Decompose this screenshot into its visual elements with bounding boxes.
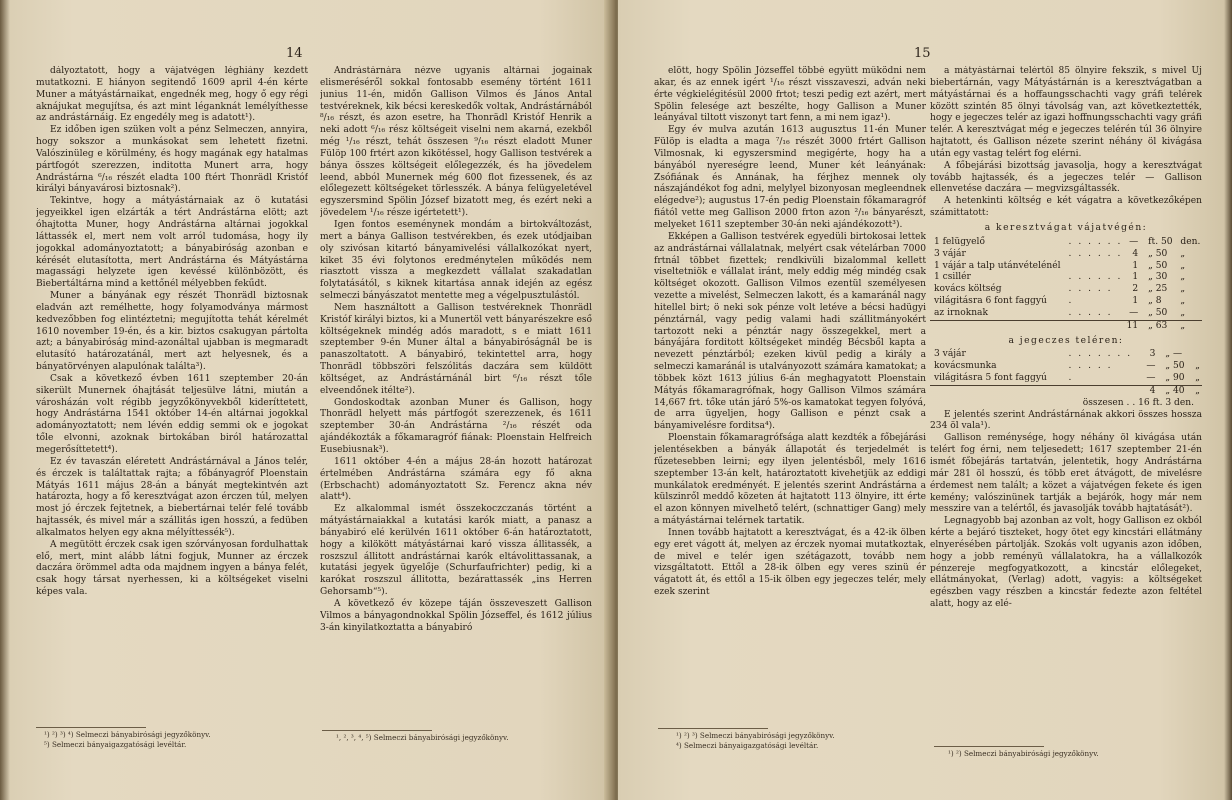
cost-cell-b: „ 50 xyxy=(1148,307,1168,318)
cost-total-a: 11 xyxy=(1126,320,1143,332)
footnote: ¹, ², ³, ⁴, ⁵) Selmeczi bányabirósági jegyzőkönyv. xyxy=(336,733,509,742)
cost-cell-b: „ 50 xyxy=(1165,361,1185,372)
cost-cell-a: — xyxy=(1129,236,1139,247)
cost-row xyxy=(930,284,1202,296)
table-title: a jegeczes teléren: xyxy=(1008,335,1124,346)
cost-cell-b: „ 90 xyxy=(1165,373,1185,384)
grand-total: összesen . . 16 ft. 3 den. xyxy=(1082,397,1194,408)
footnotes-right-c xyxy=(676,731,936,751)
cost-row xyxy=(930,308,1202,320)
cost-cell-item: világitásra 5 font faggyú xyxy=(934,373,1047,384)
cost-total-c: „ xyxy=(1174,320,1202,332)
cost-cell-b: „ 30 xyxy=(1148,272,1168,283)
cost-row xyxy=(930,272,1202,284)
cost-cell-c: „ xyxy=(1180,284,1186,295)
cost-row xyxy=(930,361,1202,373)
paragraph: Legnagyobb baj azonban az volt, hogy Gallison ez okból kérte a bejáró tiszteket, hogy ötet egy kincstári ellátmány elnyerésében pártolják. Szokás volt ugyanis azon időben, hogy a jobb reményü vállalatokra, ha a vállalkozók pénzereje megfogyatkozott, a kincstár előlegeket, ellátmányokat, (Verlag) adott, vagyis: a költségeket egészben vagy részben a kincstár fedezte azon feltétel alatt, hogy az elé- xyxy=(930,516,1202,610)
cost-total-blank xyxy=(1069,385,1144,397)
page-edge-shadow xyxy=(0,0,10,800)
cost-cell-b: „ 50 xyxy=(1148,248,1168,259)
cost-cell-item: 3 vájár xyxy=(934,349,966,360)
page-number-right: 15 xyxy=(914,46,931,61)
left-column-b xyxy=(320,66,592,698)
table-title: a keresztvágat vájatvégén: xyxy=(984,222,1148,233)
cost-row xyxy=(930,373,1202,385)
paragraph: A hetenkinti költség e két vágatra a következőképen számittatott: xyxy=(930,196,1202,219)
cost-total-blank xyxy=(930,320,1069,332)
cost-row xyxy=(930,261,1202,273)
footnotes-right-d xyxy=(948,749,1208,759)
footnotes-left-a xyxy=(44,730,304,750)
cost-cell-item: az irnoknak xyxy=(934,307,988,318)
paragraph: Ekképen a Gallison testvérek egyedüli birtokosai lettek az andrástárnai vállalatnak, melyért csak vételárban 7000 frtnál többet fizettek; rendkivüli bizalommal kellett viseltetniök e vállalat iránt, mely eddig még mindég csak költséget okozott. Gallison Vilmos ezentül személyesen vezette a mivelést, Selmeczen lakott, és a kamaránál nagy hitellel birt; ö neki sok pénze volt letéve a bécsi hadügyi pénztárnál, vagy pedig valami hadi szállitmányokért tartozott neki a pénztár nagy összegekkel, mert a bányájára forditott költségeket mindég Bécsből kapta a nevezett pénztárból; ezeken kivül pedig a király a selmeczi kamaránál is utalványozott számára kamatokat; a többek közt 1613 július 6-án meghagyatott Ploenstain Mátyás főkamaragrófnak, hogy Gallison Vilmos számára 14,667 frt. tőke után járó 5%-os kamatokat tegyen folyóvá, de arra ügyeljen, hogy Gallison e pénzt csak a bányamivelésre forditsa⁴). xyxy=(654,231,926,432)
cost-table-vein xyxy=(930,349,1202,397)
cost-cell-dots: . . . . . xyxy=(1068,284,1113,295)
paragraph: Andrástárnára nézve ugyanis altárnai jogainak elismeréséről sokkal fontosabb esemény történt 1611 junius 11-én, midőn Gallison Vilmos és János Antal testvéreknek, kik bécsi kereskedők voltak, Andrástárnából ⁸/₁₆ részt, és azon esetre, ha Thonrädl Kristóf Henrik a neki adott ⁶/₁₆ rész költségeit viselni nem akarná, ezekből még ¹/₁₆ részt, tehát összesen ⁹/₁₆ részt eladott Muner Fülöp 100 frtért azon kikötéssel, hogy Gallison testvérek a bánya összes költségeit előlegezzék, és ha jövedelem leend, abból Munernek még 600 flot fizessenek, és az előlegezett költségeket törlesszék. A bánya felügyeletével egyszersmind Spölin József bizatott meg, és ezért neki a jövedelem ¹/₁₆ része igértetett¹). xyxy=(320,66,592,219)
footnote-rule xyxy=(36,727,146,728)
footnote: ⁴) Selmeczi bányaigazgatósági levéltár. xyxy=(676,741,819,750)
paragraph: A következő év közepe táján összeveszett Gallison Vilmos a bányagondnokkal Spölin Józseffel, és 1612 július 3-án kinyilatkoztatta a bányabiró xyxy=(320,598,592,633)
cost-row xyxy=(930,237,1202,249)
cost-cell-b: „ 25 xyxy=(1148,284,1168,295)
cost-cell-dots: . . . . . . . xyxy=(1068,349,1133,360)
paragraph: elött, hogy Spölin Józseffel többé együtt működni nem akar, és az ennek igért ¹/₁₆ részt visszaveszi, adván neki érte végkielégitésül 2000 frtot; teszi pedig ezt azért, mert Spölin felesége azt beszélte, hogy Gallison a Muner leányával tiltott viszonyt tart fenn, a mi nem igaz¹). xyxy=(654,66,926,124)
left-page xyxy=(0,0,612,800)
cost-cell-a: — xyxy=(1129,307,1139,318)
cost-cell-dots xyxy=(1069,261,1126,273)
cost-row xyxy=(930,349,1202,361)
cost-cell-dots: . xyxy=(1068,373,1074,384)
cost-total-c: „ xyxy=(1189,385,1202,397)
cost-cell-item: világitásra 6 font faggyú xyxy=(934,296,1047,307)
footnote: ¹) ²) ³) ⁴) Selmeczi bányabirósági jegyzőkönyv. xyxy=(44,730,211,739)
paragraph: Ez év tavaszán eléretett Andrástárnával a János telér, és érczek is találtattak rajta; a főbányagróf Ploenstain Mátyás 1611 május 28-án a bányát megtekintvén azt határozta, hogy a fő keresztvágat azon érczen túl, melyen most jó érczek fejtetnek, a biebertárnai telér felé tovább hajtassék, és mivel már a szállitás igen hosszú, a fedüben alkalmatos helyen egy akna mélyíttessék⁵). xyxy=(36,456,308,538)
cost-cell-item: 1 vájár a talp utánvételénél xyxy=(934,260,1061,271)
footnote: ⁵) Selmeczi bányaigazgatósági levéltár. xyxy=(44,740,187,749)
paragraph: Ez alkalommal ismét összekoczczanás történt a mátyástárnaiakkal a kutatási karók miatt, a panasz a bányabiró elé kerülvén 1611 október 6-án határoztatott, hogy a kilökött mátyástárnai karó vissza állitassék, a roszszul állitott andrástárnai karók eltávolittassanak, a kutatási jegyek ügyelője (Schurfaufrichter) pedig, ki a karókat roszszul állitotta, bezárattassék „ins Herren Gehorsamb“⁵). xyxy=(320,504,592,598)
cost-cell-c: „ xyxy=(1180,248,1186,259)
cost-cell-item: kovácsmunka xyxy=(934,361,997,372)
cost-cell-dots: . xyxy=(1068,296,1074,307)
cost-total-blank xyxy=(1069,320,1126,332)
footnote-rule xyxy=(934,746,1044,747)
paragraph: E jelentés szerint Andrástárnának akkori összes hossza 234 öl vala¹). xyxy=(930,409,1202,432)
paragraph: Ez időben igen szüken volt a pénz Selmeczen, annyira, hogy sokszor a munkásokat sem lehetett fizetni. Valószinüleg e körülmény, és hogy magának egy hatalmas pártfogót szerezzen, inditotta Munert arra, hogy Andrástárna ⁶/₁₆ részét eladta 100 ftért Thonrädl Kristóf királyi bányavárosi biztosnak²). xyxy=(36,125,308,195)
cost-cell-c: den. xyxy=(1180,236,1201,247)
cost-row xyxy=(930,296,1202,308)
cost-cell-c: „ xyxy=(1195,361,1200,372)
cost-cell-dots: . . . . . . xyxy=(1068,236,1123,247)
cost-cell-item: 1 felügyelő xyxy=(934,236,985,247)
paragraph: Innen tovább hajtatott a keresztvágat, és a 42-ik ölben egy eret vágott át, melyen az érczek nyomai mutatkoztak, de mivel e telér igen szétágazott, tovább nem vizsgáltatott. Ettől a 28-ik ölben egy veres szinü ér vágatott át, és ettől a 15-ik ölben egy jegeczes telér, mely ezek szerint xyxy=(654,527,926,598)
paragraph: A megütött érczek csak igen szórványosan fordulhattak elő, mert, mint alább látni fogjuk, Munner az érczek daczára örömmel adta oda majdnem ingyen a bánya felét, csak hogy társat nyerhessen, ki a költségeket viselni képes vala. xyxy=(36,539,308,598)
paragraph: A főbejárási bizottság javasolja, hogy a keresztvágat tovább hajtassék, és a jegeczes telér — Gallison ellenvetése daczára — megvizsgáltassék. xyxy=(930,160,1202,195)
cost-total-a: 4 xyxy=(1144,385,1160,397)
paragraph: 1611 október 4-én a május 28-án hozott határozat értelmében Andrástárna számára egy fő akna (Erbschacht) adományoztatott Sz. Ferencz akna név alatt⁴). xyxy=(320,456,592,503)
cost-total-b: „ 63 xyxy=(1142,320,1174,332)
cost-cell-a: — xyxy=(1146,373,1156,384)
paragraph: Ploenstain főkamaragrófsága alatt kezdték a főbejárási jelentésekben a bányák állapotát és terjedelmét is fűzetesebben leirni; egy ilyen jelentésből, mely 1616 szeptember 13-án kelt, határoztatott kivehetjük az eddigi munkálatok eredményét. E jelentés szerint Andrástárna a külszinről meddő közeten át hajtatott 113 ölnyire, itt érte el azon könnyen mivelhető telért, (schnattiger Gang) mely a mátyástárnai telérnek tartatik. xyxy=(654,433,926,527)
cost-cell-a: 1 xyxy=(1132,260,1139,271)
cost-cell-c xyxy=(1189,349,1202,361)
paragraph: Tekintve, hogy a mátyástárnaiak az ö kutatási jegyeikkel igen elzárták a tért Andrástárna elött; azt óhajtotta Muner, hogy Andrástárna altárnai jogokkal láttassék el, mert nem volt arról tudomása, hogy ily jogokkal adományoztatott; a bányabiróság azonban e kérését elutasította, mert Andrástárna és Mátyástárna magassági helyzete igen kevéssé különbözött, és Biebertáltárna mind a kettőnél mélyebben fekűdt. xyxy=(36,196,308,290)
cost-cell-c: „ xyxy=(1195,373,1200,384)
cost-cell-dots: . . . . . . xyxy=(1068,248,1123,259)
cost-cell-c: „ xyxy=(1180,272,1186,283)
cost-cell-item: 3 vájár xyxy=(934,248,966,259)
footnotes-left-b xyxy=(336,733,596,743)
cost-cell-a: — xyxy=(1146,361,1156,372)
cost-total-row xyxy=(930,320,1202,332)
cost-cell-a: 1 xyxy=(1132,296,1139,307)
paragraph: Gondoskodtak azonban Muner és Gallison, hogy Thonrädl helyett más pártfogót szerezzenek, és 1611 szeptember 30-án Andrástárna ²/₁₆ részét oda ajándékozták a főkamaragróf fiának: Ploenstain Helfreich Eusebiusnak³). xyxy=(320,397,592,455)
cost-cell-b: „ 8 xyxy=(1148,296,1162,307)
cost-cell-item: 1 csillér xyxy=(934,272,971,283)
cost-cell-dots: . . . . . xyxy=(1068,361,1113,372)
cost-total-blank xyxy=(930,385,1069,397)
paragraph: a mátyástárnai telértől 85 ölnyire fekszik, s mivel Uj biebertárnán, vagy Mátyástárnán is a keresztvágatban a mátyástárnai és a hoffaungsschachti vagy gráfi telérek között szintén 85 ölnyi távolság van, azt következtették, hogy e jegeczes telér az igazi hoffnungsschachti vagy gráfi telér. A keresztvágat még e jegeczes telérén túl 36 ölnyire hajtatott, és Gallison nézete szerint néhány öl kivágása után egy vastag telért fog elérni. xyxy=(930,66,1202,159)
footnote: ¹) ²) ³) Selmeczi bányabirósági jegyzőkönyv. xyxy=(676,731,835,740)
cost-cell-b: ft. 50 xyxy=(1148,236,1173,247)
paragraph: dályoztatott, hogy a vájatvégen léghiány kezdett mutatkozni. E hiányon segitendő 1609 april 4-én kérte Muner a mátyástárnaikat, engednék meg, hogy ő egy régi aknájukat megujítsa, és azt mint léganknát lemélyíthesse az andrástárnáig. Ez engedély meg is adatott¹). xyxy=(36,66,308,124)
paragraph: Gallison reménysége, hogy néhány öl kivágása után telért fog érni, nem teljesedett; 1617 szeptember 21-én ismét főbejárás tartatván, jelentetik, hogy Andrástárna már 281 öl hosszú, és több eret átvágott, de mivelésre érdemest nem talált; a közet a vájatvégen fekete és igen kemény; valószinünek tartják a bejárók, hogy már nem messzire van a telértől, és javasolják tovább hajtatását²). xyxy=(930,433,1202,515)
cost-row xyxy=(930,249,1202,261)
paragraph: Csak a következő évben 1611 szeptember 20-án sikerült Munernek óhajtását teljesülve látni, miután a városházán volt régibb jegyzőkönyvekből kideríttetett, hogy Andrástárna 1541 október 14-én altárnai jogokkal adományoztatott; nem lévén eddig semmi ok e jogokat tőle elvonni, azoknak birtokában biról határozattal megerősíttetett⁴). xyxy=(36,373,308,455)
paragraph: Nem használtott a Gallison testvéreknek Thonrädl Kristóf királyi biztos, ki a Munertöl vett bányarészekre eső költségeknek mindég adós maradott, s e miatt 1611 szeptember 9-én Muner által a bányabiróságnál be is panaszoltatott. A bányabiró, tekintettel arra, hogy Thonrädl többszöri felszólitás daczára sem küldött költséget, az Andrástárnánál birt ⁶/₁₆ részt tőle elveendőnek itélte²). xyxy=(320,302,592,396)
cost-cell-item: kovács költség xyxy=(934,284,1002,295)
cost-cell-c: „ xyxy=(1180,307,1186,318)
page-number-left: 14 xyxy=(286,46,303,61)
cost-cell-dots: . . . . . xyxy=(1068,307,1113,318)
paragraph: Muner a bányának egy részét Thonrädl biztosnak eladván azt remélhette, hogy folyamodványa mármost kedvezőbben fog elintéztetni; megujította tehát kérelmét 1610 november 19-én, és a kir. biztos csakugyan pártolta azt; a bányabiróság mind-azonáltal ujabban is megmaradt elutasító határozatánál, mert azt helyesnek, és a bányatörvényen alapulónak találta³). xyxy=(36,291,308,373)
paragraph: Egy év mulva azután 1613 augusztus 11-én Muner Fülöp is eladta a maga ⁷/₁₆ részét 3000 frtért Gallison Vilmosnak, ki egyszersmind megigérte, hogy ha a bányából nyereségre leend, Muner két leányának: Zsófiának és Annának, ha férjhez mennek oly nászajándékot fog adni, melylyel bizonyosan megleendnek elégedve²); augustus 17-én pedig Ploenstain főkamaragróf fiától vette meg Gallison 2000 frton azon ²/₁₆ bányarészt, melyeket 1611 szeptember 30-án neki ajándékozott³). xyxy=(654,125,926,230)
footnote-rule xyxy=(658,728,768,729)
cost-cell-a: 1 xyxy=(1132,272,1139,283)
paragraph: Igen fontos eseménynek mondám a birtokváltozást, mert a bánya Gallison testvérekben, és ezek utódjaiban oly szivósan kitartó bányamivelési vállalkozókat nyert, kiket 35 évi folytonos eredménytelen működés nem riasztott vissza a megkezdett vállalat szakadatlan folytatásától, s kiknek kitartása annak idején az egész selmeczi bányászatot mentette meg a végelpusztulástól. xyxy=(320,219,592,302)
footnote: ¹) ²) Selmeczi bányabirósági jegyzőkönyv. xyxy=(948,749,1099,758)
cost-total-b: „ 40 xyxy=(1159,385,1189,397)
cost-cell-a: 2 xyxy=(1132,284,1139,295)
cost-cell-a: 4 xyxy=(1132,248,1139,259)
right-column-c xyxy=(654,66,926,724)
cost-cell-c: „ xyxy=(1180,260,1186,271)
right-page xyxy=(618,0,1232,800)
cost-total-row xyxy=(930,385,1202,397)
cost-cell-dots: . . . . . . xyxy=(1068,272,1123,283)
footnote-rule xyxy=(322,730,432,731)
cost-cell-b: „ 50 xyxy=(1148,260,1168,271)
left-column-a xyxy=(36,66,308,746)
cost-cell-a: 3 xyxy=(1149,349,1156,360)
cost-cell-b: „ — xyxy=(1165,349,1183,360)
cost-cell-c: „ xyxy=(1180,296,1186,307)
cost-table-crosscut xyxy=(930,237,1202,333)
right-column-d xyxy=(930,66,1202,742)
page-edge-shadow xyxy=(1224,0,1232,800)
